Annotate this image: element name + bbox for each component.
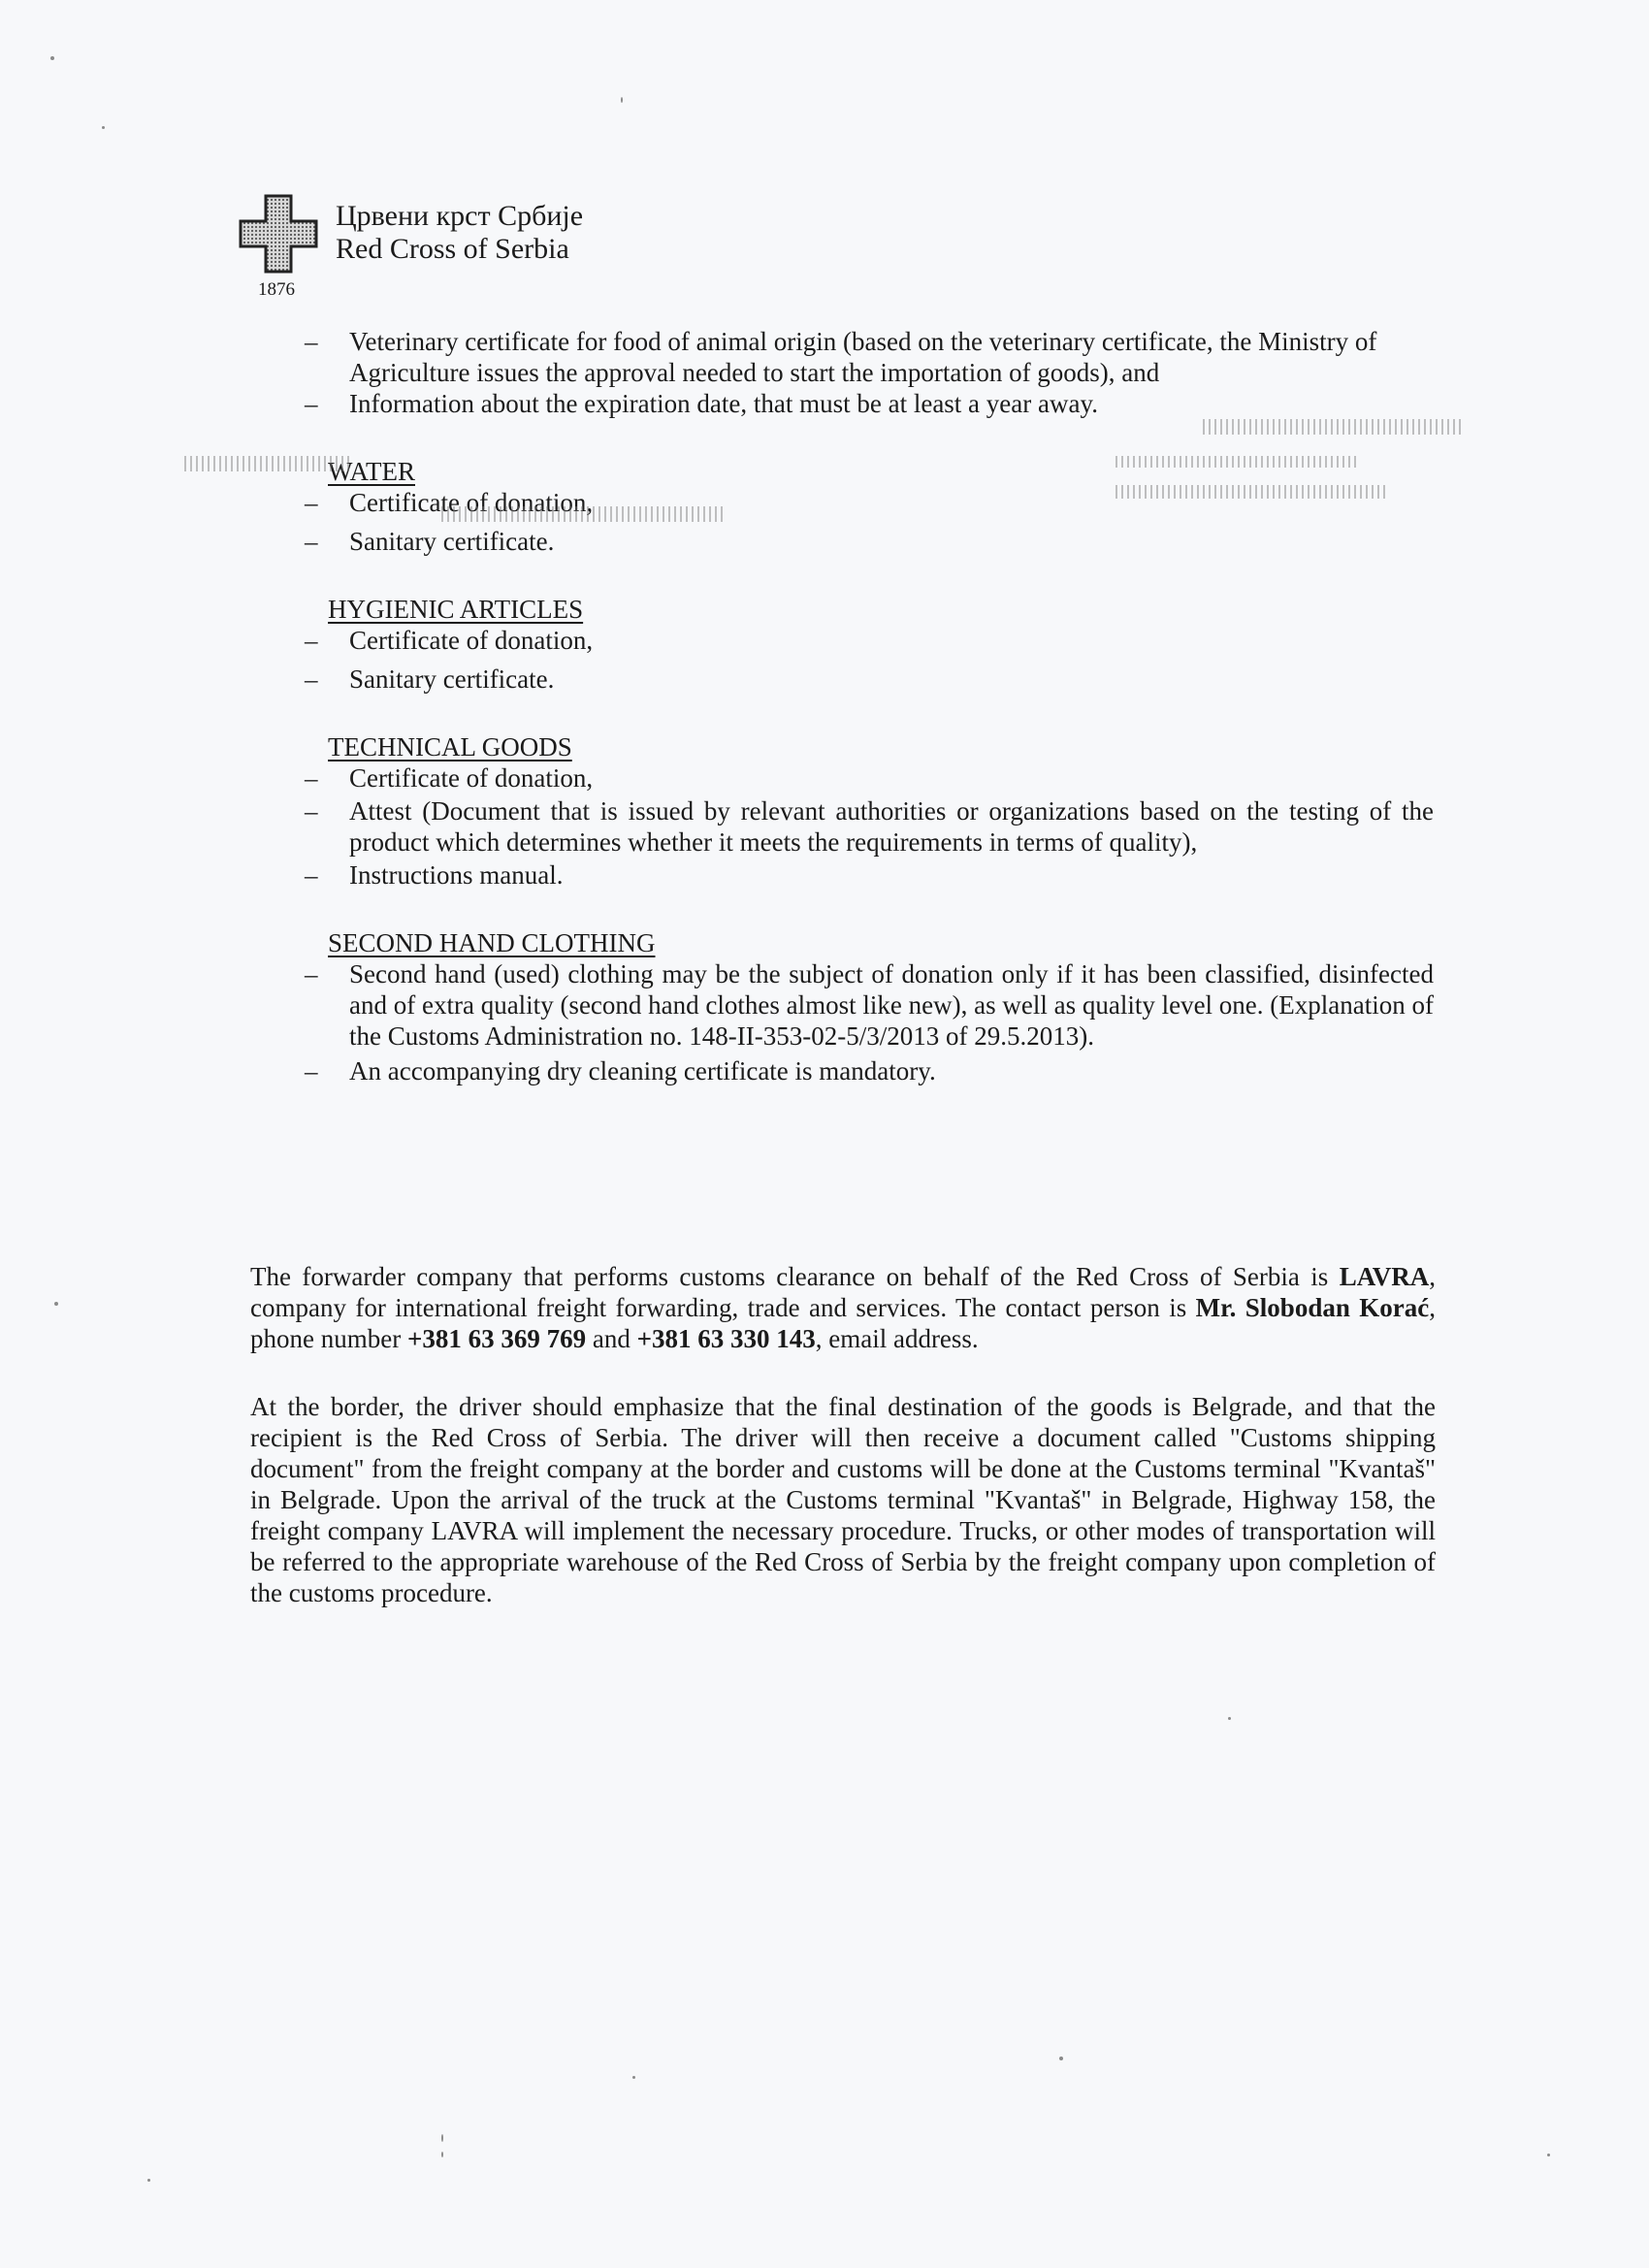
letterhead <box>239 194 724 310</box>
list-item: – Second hand (used) clothing may be the subject of donation only if it has been classified, disinfected and of extra quality (second hand clothes almost like new), as well as quality level one. (Explanation of the Customs Administration no. 148-II-353-02-5/3/2013 of 29.5.2013). <box>305 959 1434 1051</box>
section-second-hand-clothing <box>250 891 1434 1086</box>
list-item: – Attest (Document that is issued by relevant authorities or organizations based on the testing of the product which determines whether it meets the requirements in terms of quality), <box>305 796 1434 857</box>
list-item-text: Sanitary certificate. <box>349 664 555 694</box>
scan-smudge <box>441 506 723 522</box>
section-list <box>250 625 1434 695</box>
forwarder-text: , email address. <box>815 1324 979 1353</box>
forwarder-company-name: LAVRA <box>1339 1262 1430 1291</box>
list-item-text: Information about the expiration date, that must be at least a year away. <box>349 389 1098 418</box>
scan-smudge <box>184 456 349 471</box>
list-item: – An accompanying dry cleaning certificate is mandatory. <box>305 1056 936 1085</box>
forwarder-text: and <box>586 1324 637 1353</box>
phone-number-1: +381 63 369 769 <box>406 1324 587 1353</box>
section-list <box>250 762 1434 891</box>
scan-speck <box>621 97 623 103</box>
list-item-text: Sanitary certificate. <box>349 527 555 556</box>
list-item-text: Attest (Document that is issued by relevant authorities or organizations based on the testing of the product which determines whether it meets the requirements in terms of quality), <box>349 796 1434 857</box>
section-hygienic-articles <box>250 557 1434 695</box>
section-technical-goods <box>250 695 1434 891</box>
section-title: SECOND HAND CLOTHING <box>328 928 656 957</box>
scan-speck <box>54 1302 58 1306</box>
list-item: – Veterinary certificate for food of animal origin (based on the veterinary certificate, the Ministry of Agriculture issues the approval needed to start the importation of goods), and <box>305 327 1377 387</box>
scan-speck <box>632 2076 635 2079</box>
org-name-latin: Red Cross of Serbia <box>336 233 569 265</box>
list-item: – Information about the expiration date, that must be at least a year away. <box>305 389 1098 418</box>
list-item-text: An accompanying dry cleaning certificate is mandatory. <box>349 1056 936 1085</box>
contact-person: Mr. Slobodan Korać <box>1195 1293 1430 1322</box>
phone-number-2: +381 63 330 143 <box>636 1324 816 1353</box>
list-item-text: Certificate of donation, <box>349 763 594 793</box>
scan-smudge <box>1203 419 1465 435</box>
list-item: – Certificate of donation, <box>305 763 594 793</box>
red-cross-logo <box>239 194 318 274</box>
list-item-text: Certificate of donation, <box>349 488 594 517</box>
food-requirements-list <box>305 326 1449 419</box>
list-item: – Sanitary certificate. <box>305 664 555 694</box>
org-name-cyrillic: Црвени крст Србије <box>336 200 584 232</box>
list-item-text: Certificate of donation, <box>349 626 594 655</box>
scan-speck <box>1228 1717 1231 1720</box>
list-item-text: Second hand (used) clothing may be the subject of donation only if it has been classified, disinfected and of extra quality (second hand clothes almost like new), as well as quality level one. (Explanation of the Customs Administration no. 148-II-353-02-5/3/2013 of 29.5.2013). <box>349 959 1434 1051</box>
scan-smudge <box>1116 456 1358 468</box>
scan-smudge <box>1116 485 1387 499</box>
scan-speck <box>1547 2154 1550 2156</box>
list-item: – Instructions manual. <box>305 860 564 890</box>
forwarder-text: The forwarder company that performs customs clearance on behalf of the Red Cross of Serbia is <box>250 1262 1340 1291</box>
section-list <box>250 958 1434 1086</box>
forwarder-text: , phone number <box>250 1293 1436 1353</box>
list-item-text: Veterinary certificate for food of animal origin (based on the veterinary certificate, the Ministry of Agriculture issues the approval needed to start the importation of goods), and <box>349 327 1377 387</box>
list-item: – Certificate of donation, <box>305 626 594 655</box>
list-item: – Sanitary certificate. <box>305 527 555 556</box>
forwarder-paragraph <box>250 1261 1436 1354</box>
section-title: HYGIENIC ARTICLES <box>328 595 584 624</box>
scan-speck <box>1059 2057 1063 2060</box>
forwarder-text: , company for international freight forwarding, trade and services. The contact person is <box>250 1262 1436 1322</box>
scan-speck <box>441 2152 443 2157</box>
scan-speck <box>102 126 105 129</box>
scan-speck <box>50 56 54 60</box>
founded-year: 1876 <box>258 279 295 300</box>
scan-speck <box>441 2134 443 2142</box>
scan-speck <box>147 2179 150 2182</box>
section-title: TECHNICAL GOODS <box>328 732 572 761</box>
border-procedure-paragraph: At the border, the driver should emphasize that the final destination of the goods is Belgrade, and that the recipient is the Red Cross of Serbia. The driver will then receive a document called "Customs shipping document" from the freight company at the border and customs will be done at the Customs terminal "Kvantaš" in Belgrade. Upon the arrival of the truck at the Customs terminal "Kvantaš" in Belgrade, Highway 158, the freight company LAVRA will implement the necessary procedure. Trucks, or other modes of transportation will be referred to the appropriate warehouse of the Red Cross of Serbia by the freight company upon completion of the customs procedure. <box>250 1392 1436 1607</box>
list-item-text: Instructions manual. <box>349 860 564 890</box>
section-title: WATER <box>328 457 415 486</box>
list-item: – Certificate of donation, <box>305 488 594 517</box>
